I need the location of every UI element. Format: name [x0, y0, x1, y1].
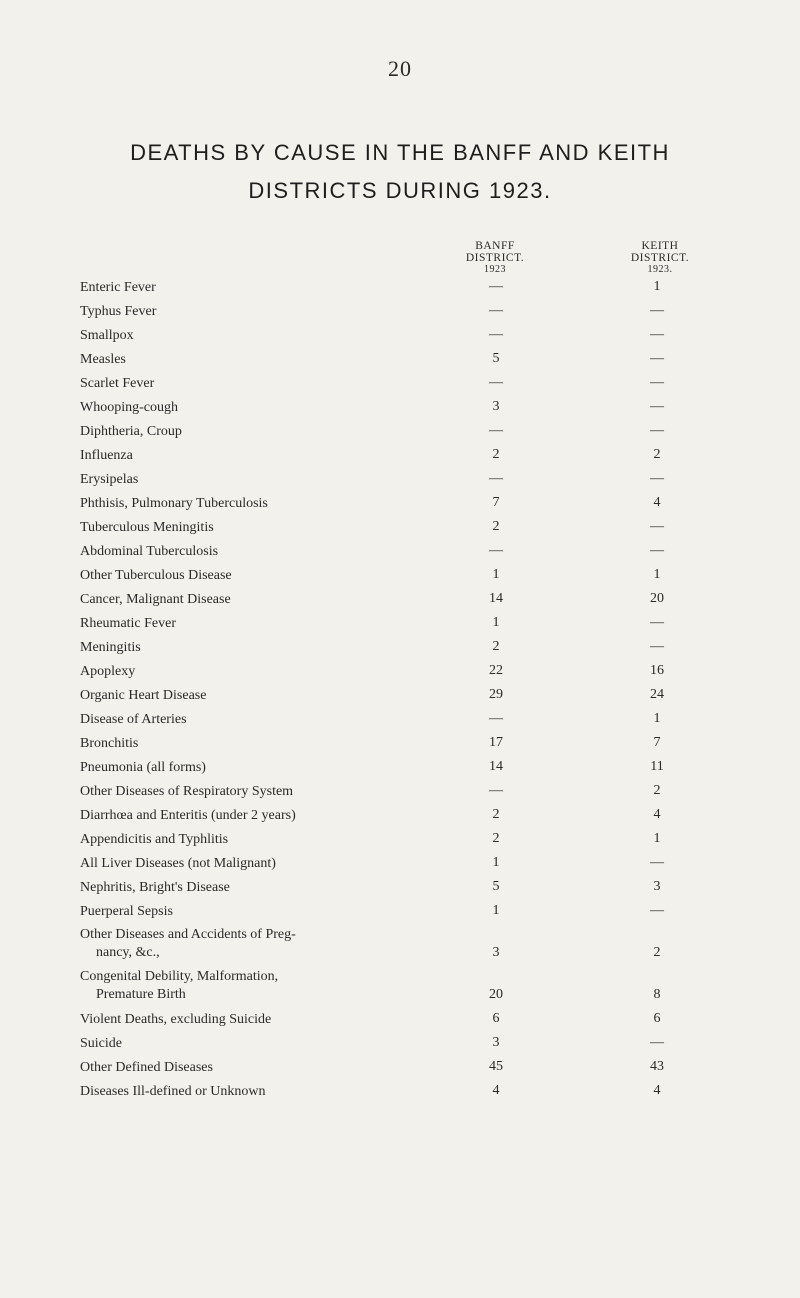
- table-row: [0, 1008, 800, 1032]
- keith-value: —: [650, 351, 664, 366]
- keith-value: 43: [650, 1059, 664, 1074]
- keith-value: 1: [653, 831, 661, 846]
- keith-value: —: [650, 615, 664, 630]
- table-row: [0, 564, 800, 588]
- keith-value: —: [650, 1035, 664, 1050]
- cause-label: [80, 639, 500, 657]
- keith-value: 4: [653, 1083, 661, 1098]
- cause-text: Apoplexy: [80, 664, 136, 679]
- keith-value: 24: [650, 687, 664, 702]
- cause-text: Other Diseases of Respiratory System: [80, 784, 294, 799]
- table-row: [0, 444, 800, 468]
- table-row: [0, 924, 800, 966]
- table-row: [0, 780, 800, 804]
- table-row: [0, 852, 800, 876]
- cause-label: [80, 1059, 500, 1077]
- keith-value: 1: [653, 567, 661, 582]
- keith-header-line1: KEITH: [641, 240, 679, 252]
- cause-text: Puerperal Sepsis: [80, 904, 173, 919]
- banff-value: 4: [492, 1083, 500, 1098]
- banff-value: 2: [492, 807, 500, 822]
- cause-label: [80, 375, 500, 393]
- banff-value: —: [489, 711, 503, 726]
- cause-label: [80, 663, 500, 681]
- cause-text: Measles: [80, 352, 126, 367]
- banff-value: 17: [489, 735, 503, 750]
- cause-text: Smallpox: [80, 328, 134, 343]
- table-row: [0, 492, 800, 516]
- keith-value: —: [650, 399, 664, 414]
- keith-value: 11: [650, 759, 664, 774]
- table-row: [0, 756, 800, 780]
- cause-label: [80, 855, 500, 873]
- keith-value: 16: [650, 663, 664, 678]
- banff-value: 45: [489, 1059, 503, 1074]
- keith-header-year: 1923.: [647, 264, 673, 275]
- table-row: [0, 828, 800, 852]
- cause-label: [80, 303, 500, 321]
- cause-label: [80, 279, 500, 297]
- cause-text: Other Defined Diseases: [80, 1060, 213, 1075]
- table-row: [0, 516, 800, 540]
- keith-value: —: [650, 375, 664, 390]
- cause-label: [80, 351, 500, 369]
- cause-label: [80, 471, 500, 489]
- column-header-keith: [590, 240, 730, 276]
- cause-text: Nephritis, Bright's Disease: [80, 880, 230, 895]
- cause-label: [80, 968, 500, 1004]
- page-title: DEATHS BY CAUSE IN THE BANFF AND KEITH: [130, 140, 670, 165]
- keith-value: 1: [653, 711, 661, 726]
- banff-value: 29: [489, 687, 503, 702]
- banff-value: 3: [492, 1035, 500, 1050]
- keith-value: —: [650, 903, 664, 918]
- cause-label: [80, 711, 500, 729]
- cause-text: Rheumatic Fever: [80, 616, 177, 631]
- table-row: [0, 732, 800, 756]
- keith-value: 1: [653, 279, 661, 294]
- cause-text: Influenza: [80, 448, 133, 463]
- cause-label: [80, 591, 500, 609]
- cause-text: Organic Heart Disease: [80, 688, 207, 703]
- keith-value: —: [650, 423, 664, 438]
- keith-value: 6: [653, 1011, 661, 1026]
- cause-label: [80, 543, 500, 561]
- cause-label: [80, 399, 500, 417]
- cause-label: [80, 519, 500, 537]
- cause-label: [80, 567, 500, 585]
- table-row: [0, 876, 800, 900]
- table-row: [0, 372, 800, 396]
- cause-text: Suicide: [80, 1036, 122, 1051]
- table-row: [0, 660, 800, 684]
- table-row: [0, 636, 800, 660]
- banff-value: —: [489, 279, 503, 294]
- table-row: [0, 708, 800, 732]
- banff-value: 5: [492, 879, 500, 894]
- deaths-table: [0, 276, 800, 1104]
- banff-value: 1: [492, 615, 500, 630]
- keith-value: 7: [653, 735, 661, 750]
- banff-value: 3: [492, 399, 500, 414]
- cause-text: Abdominal Tuberculosis: [80, 544, 219, 559]
- page-number: 20: [388, 56, 412, 81]
- keith-value: —: [650, 303, 664, 318]
- cause-label: [80, 831, 500, 849]
- banff-value: 1: [492, 903, 500, 918]
- cause-label: [80, 615, 500, 633]
- banff-value: 20: [489, 987, 503, 1002]
- cause-text-continued: nancy, &c.,: [96, 945, 160, 960]
- banff-value: —: [489, 303, 503, 318]
- cause-label: [80, 1083, 500, 1101]
- banff-value: —: [489, 543, 503, 558]
- banff-value: —: [489, 375, 503, 390]
- table-row: [0, 348, 800, 372]
- cause-text: Whooping-cough: [80, 400, 178, 415]
- keith-value: —: [650, 327, 664, 342]
- keith-value: 2: [653, 783, 661, 798]
- cause-text: Disease of Arteries: [80, 712, 187, 727]
- keith-value: —: [650, 855, 664, 870]
- banff-value: 7: [492, 495, 500, 510]
- table-row: [0, 1032, 800, 1056]
- banff-value: 22: [489, 663, 503, 678]
- keith-value: 2: [653, 945, 661, 960]
- cause-text: Cancer, Malignant Disease: [80, 592, 231, 607]
- banff-value: 3: [492, 945, 500, 960]
- table-row: [0, 396, 800, 420]
- banff-value: —: [489, 423, 503, 438]
- banff-value: 2: [492, 639, 500, 654]
- keith-header-line2: DISTRICT.: [630, 252, 690, 264]
- table-row: [0, 1056, 800, 1080]
- table-row: [0, 588, 800, 612]
- cause-text: Congenital Debility, Malformation,: [80, 969, 279, 984]
- cause-label: [80, 903, 500, 921]
- cause-label: [80, 759, 500, 777]
- cause-text-continued: Premature Birth: [96, 987, 186, 1002]
- keith-value: 3: [653, 879, 661, 894]
- banff-value: 2: [492, 519, 500, 534]
- column-header-banff: [440, 240, 550, 276]
- cause-text: Appendicitis and Typhlitis: [80, 832, 229, 847]
- cause-text: Other Diseases and Accidents of Preg-: [80, 927, 296, 942]
- banff-value: 1: [492, 567, 500, 582]
- cause-label: [80, 807, 500, 825]
- cause-text: Diphtheria, Croup: [80, 424, 182, 439]
- cause-text: Enteric Fever: [80, 280, 156, 295]
- banff-value: 6: [492, 1011, 500, 1026]
- table-row: [0, 1080, 800, 1104]
- keith-value: —: [650, 639, 664, 654]
- table-row: [0, 804, 800, 828]
- banff-header-line2: DISTRICT.: [465, 252, 525, 264]
- table-row: [0, 540, 800, 564]
- keith-value: 4: [653, 807, 661, 822]
- cause-text: Pneumonia (all forms): [80, 760, 206, 775]
- cause-label: [80, 783, 500, 801]
- cause-label: [80, 926, 500, 962]
- cause-label: [80, 1011, 500, 1029]
- banff-header-year: 1923: [484, 264, 506, 275]
- cause-text: Diseases Ill-defined or Unknown: [80, 1084, 266, 1099]
- table-row: [0, 300, 800, 324]
- page-subtitle: DISTRICTS DURING 1923.: [248, 178, 552, 203]
- cause-text: Tuberculous Meningitis: [80, 520, 214, 535]
- keith-value: 4: [653, 495, 661, 510]
- cause-text: Diarrhœa and Enteritis (under 2 years): [80, 808, 296, 823]
- banff-value: —: [489, 783, 503, 798]
- banff-header-line1: BANFF: [475, 240, 515, 252]
- cause-label: [80, 423, 500, 441]
- table-row: [0, 900, 800, 924]
- table-row: [0, 468, 800, 492]
- table-row: [0, 966, 800, 1008]
- keith-value: —: [650, 519, 664, 534]
- table-row: [0, 324, 800, 348]
- cause-text: Meningitis: [80, 640, 141, 655]
- banff-value: 14: [489, 759, 503, 774]
- keith-value: 2: [653, 447, 661, 462]
- banff-value: —: [489, 471, 503, 486]
- keith-value: —: [650, 471, 664, 486]
- cause-text: Bronchitis: [80, 736, 139, 751]
- cause-label: [80, 447, 500, 465]
- cause-label: [80, 1035, 500, 1053]
- cause-label: [80, 687, 500, 705]
- cause-text: Typhus Fever: [80, 304, 157, 319]
- banff-value: 2: [492, 447, 500, 462]
- keith-value: 20: [650, 591, 664, 606]
- cause-text: Erysipelas: [80, 472, 139, 487]
- cause-text: Other Tuberculous Disease: [80, 568, 232, 583]
- cause-label: [80, 879, 500, 897]
- table-row: [0, 684, 800, 708]
- table-row: [0, 420, 800, 444]
- cause-label: [80, 495, 500, 513]
- cause-text: Violent Deaths, excluding Suicide: [80, 1012, 272, 1027]
- banff-value: 14: [489, 591, 503, 606]
- banff-value: —: [489, 327, 503, 342]
- banff-value: 5: [492, 351, 500, 366]
- cause-text: All Liver Diseases (not Malignant): [80, 856, 276, 871]
- keith-value: —: [650, 543, 664, 558]
- table-row: [0, 612, 800, 636]
- table-row: [0, 276, 800, 300]
- banff-value: 1: [492, 855, 500, 870]
- keith-value: 8: [653, 987, 661, 1002]
- cause-label: [80, 735, 500, 753]
- cause-label: [80, 327, 500, 345]
- cause-text: Phthisis, Pulmonary Tuberculosis: [80, 496, 268, 511]
- banff-value: 2: [492, 831, 500, 846]
- cause-text: Scarlet Fever: [80, 376, 155, 391]
